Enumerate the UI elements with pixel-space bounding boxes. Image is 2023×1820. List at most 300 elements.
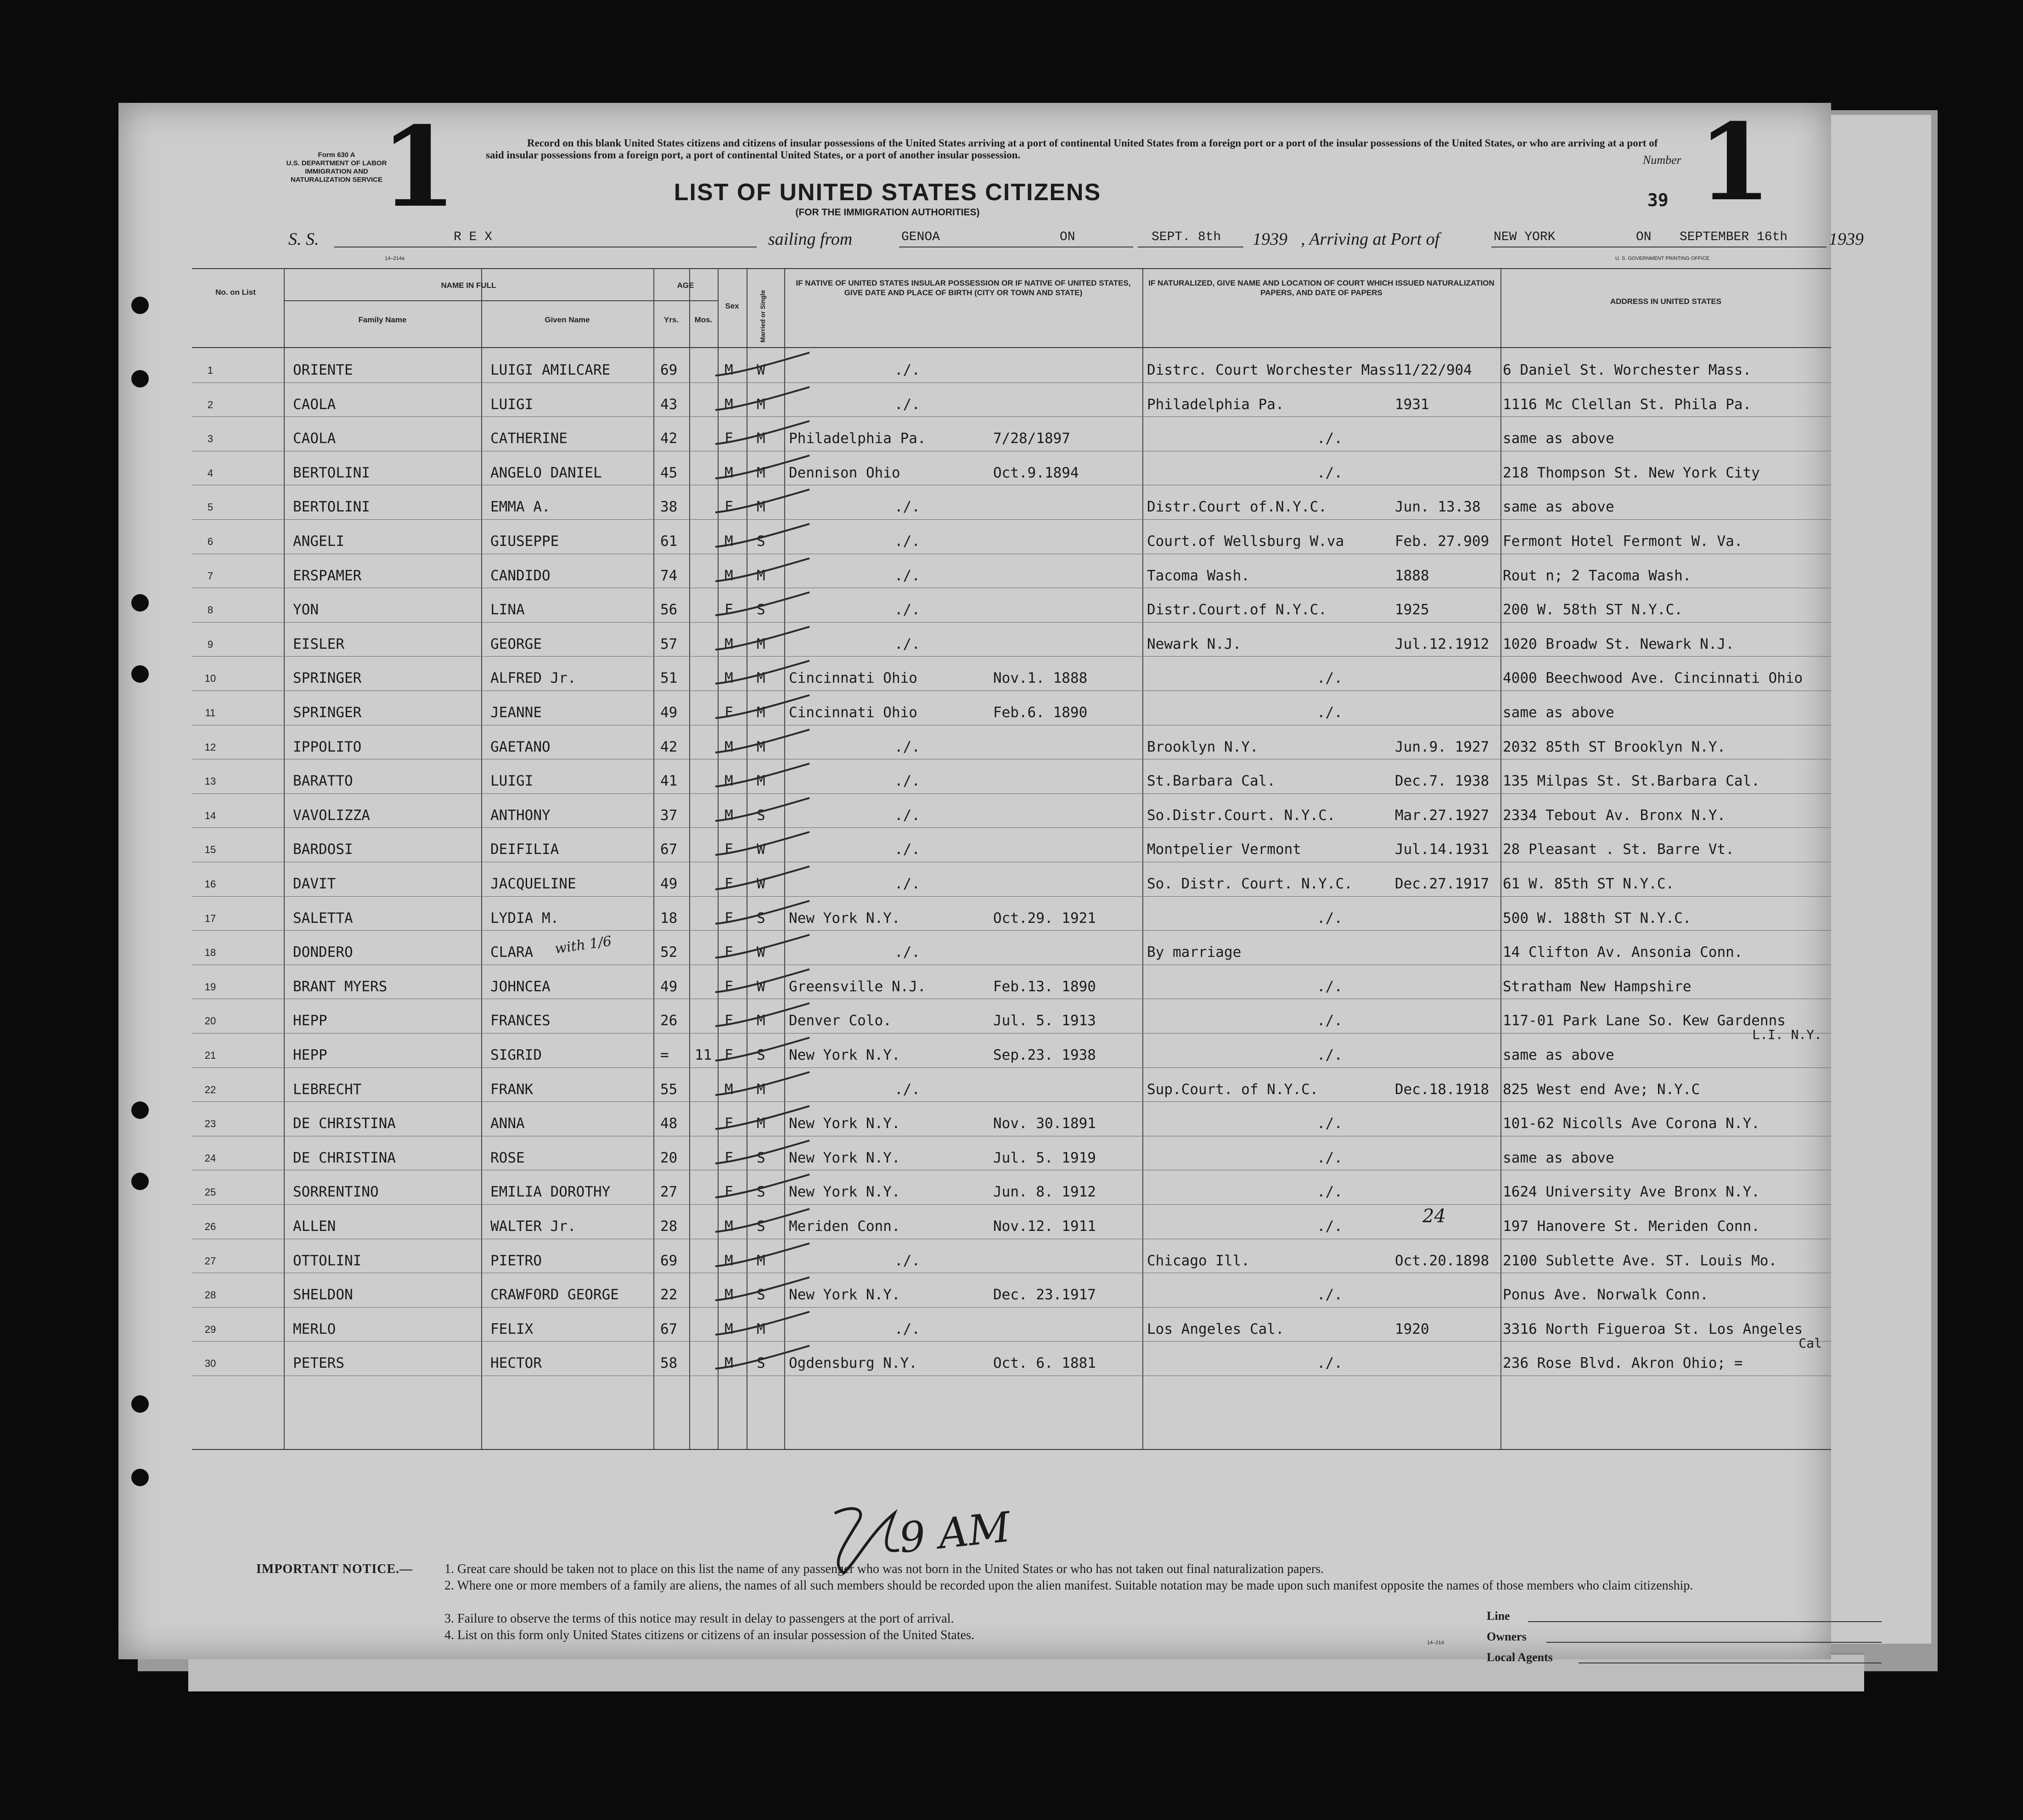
table-row	[192, 793, 1831, 827]
table-row	[192, 1101, 1831, 1135]
cell-family: BARDOSI	[293, 841, 353, 858]
cell-birth-date: ./.	[894, 1252, 920, 1269]
cell-ms: S	[757, 1149, 765, 1166]
cell-ms: M	[757, 738, 765, 755]
cell-family: DONDERO	[293, 944, 353, 961]
manifest-sheet	[118, 101, 1864, 1664]
cell-sex: M	[725, 738, 733, 755]
cell-court: Distr.Court of.N.Y.C.	[1147, 499, 1327, 516]
header-no-on-list: No. on List	[215, 288, 256, 297]
cell-ms: M	[757, 430, 765, 447]
cell-address: 3316 North Figueroa St. Los Angeles	[1503, 1320, 1803, 1337]
cell-family: BERTOLINI	[293, 499, 370, 516]
cell-no: 23	[204, 1118, 216, 1130]
cell-no: 29	[204, 1323, 216, 1335]
cell-yrs: 20	[660, 1149, 678, 1166]
table-row	[192, 1239, 1831, 1273]
header-age-yrs: Yrs.	[663, 315, 679, 324]
cell-birth-place: New York N.Y.	[789, 1115, 900, 1132]
cell-no: 7	[207, 570, 214, 582]
print-code: 14–214a	[385, 256, 405, 261]
departure-port: GENOA	[901, 230, 940, 244]
cell-court: ./.	[1317, 1184, 1343, 1201]
cell-sex: M	[725, 533, 733, 550]
cell-court: ./.	[1317, 1115, 1343, 1132]
table-row	[192, 862, 1831, 896]
cell-family: EISLER	[293, 635, 344, 652]
cell-court-date: Jul.12.1912	[1395, 635, 1489, 652]
service-line: NATURALIZATION SERVICE	[290, 176, 382, 184]
cell-family: PETERS	[293, 1355, 344, 1372]
cell-court: ./.	[1317, 430, 1343, 447]
cell-yrs: 43	[660, 396, 678, 413]
cell-no: 11	[205, 707, 216, 719]
cell-sex: M	[725, 1218, 733, 1235]
cell-yrs: 27	[660, 1184, 678, 1201]
cell-birth-date: ./.	[894, 1081, 920, 1098]
cell-birth-place: New York N.Y.	[789, 1286, 900, 1303]
cell-given: SIGRID	[490, 1047, 542, 1063]
cell-no: 2	[207, 399, 214, 410]
cell-ms: S	[757, 1286, 765, 1303]
cell-birth-date: ./.	[894, 567, 920, 584]
cell-family: BERTOLINI	[293, 464, 370, 481]
cell-sex: M	[725, 1286, 733, 1303]
cell-court: Montpelier Vermont	[1147, 841, 1301, 858]
cell-ms: M	[757, 1012, 765, 1029]
cell-given: LINA	[490, 601, 525, 618]
cell-birth-date: Feb.13. 1890	[993, 978, 1096, 995]
notice-item-3: 3. Failure to observe the terms of this notice may result in delay to passengers at the port of arrival.	[444, 1612, 954, 1626]
cell-birth-date: Dec. 23.1917	[993, 1286, 1096, 1303]
cell-court: By marriage	[1147, 944, 1242, 961]
cell-given: GAETANO	[490, 738, 551, 755]
cell-sex: F	[725, 430, 733, 447]
cell-birth-date: ./.	[894, 499, 920, 516]
cell-yrs: =	[660, 1047, 669, 1063]
cell-address: same as above	[1503, 499, 1614, 516]
punch-hole	[131, 1469, 149, 1486]
table-row	[192, 1136, 1831, 1170]
cell-court: Chicago Ill.	[1147, 1252, 1250, 1269]
cell-birth-place: Denver Colo.	[789, 1012, 892, 1029]
cell-address: 200 W. 58th ST N.Y.C.	[1503, 601, 1683, 618]
cell-ms: M	[757, 1320, 765, 1337]
cell-family: BRANT MYERS	[293, 978, 388, 995]
cell-family: HEPP	[293, 1047, 327, 1063]
cell-ms: S	[757, 533, 765, 550]
notice-title: IMPORTANT NOTICE.—	[256, 1562, 413, 1576]
cell-address: Ponus Ave. Norwalk Conn.	[1503, 1286, 1708, 1303]
table-row	[192, 725, 1831, 759]
cell-no: 24	[204, 1152, 216, 1164]
table-row	[192, 1307, 1831, 1341]
print-code: U. S. GOVERNMENT PRINTING OFFICE	[1615, 256, 1710, 261]
cell-yrs: 55	[660, 1081, 678, 1098]
cell-no: 30	[204, 1358, 216, 1370]
cell-court-date: Dec.7. 1938	[1395, 773, 1489, 790]
cell-no: 15	[204, 844, 216, 856]
cell-address: same as above	[1503, 1047, 1614, 1063]
cell-ms: M	[757, 670, 765, 687]
header-native-birth: IF NATIVE OF UNITED STATES INSULAR POSSESSION OR IF NATIVE OF UNITED STATES, GIVE DATE AND PLACE OF BIRTH (CITY OR TOWN AND STATE)	[796, 279, 1131, 297]
cell-no: 12	[204, 741, 216, 753]
cell-family: ORIENTE	[293, 362, 353, 378]
voyage-line	[288, 225, 1895, 252]
cell-birth-date: Nov. 30.1891	[993, 1115, 1096, 1132]
cell-address: Stratham New Hampshire	[1503, 978, 1691, 995]
cell-court-date: Jul.14.1931	[1395, 841, 1489, 858]
cell-address: 61 W. 85th ST N.Y.C.	[1503, 876, 1675, 892]
header-given-name: Given Name	[545, 315, 590, 324]
cell-yrs: 45	[660, 464, 678, 481]
cell-ms: W	[757, 978, 765, 995]
cell-yrs: 49	[660, 876, 678, 892]
cell-family: ALLEN	[293, 1218, 336, 1235]
cell-family: DE CHRISTINA	[293, 1115, 396, 1132]
passenger-table	[192, 268, 1831, 1563]
cell-yrs: 42	[660, 738, 678, 755]
cell-yrs: 28	[660, 1218, 678, 1235]
form-title: LIST OF UNITED STATES CITIZENS	[674, 179, 1101, 206]
cell-court: So.Distr.Court. N.Y.C.	[1147, 807, 1336, 824]
cell-ms: W	[757, 944, 765, 961]
cell-birth-date: ./.	[894, 601, 920, 618]
cell-court: Philadelphia Pa.	[1147, 396, 1284, 413]
cell-birth-date: ./.	[894, 533, 920, 550]
header-address: ADDRESS IN UNITED STATES	[1610, 297, 1722, 306]
cell-yrs: 56	[660, 601, 678, 618]
cell-ms: M	[757, 704, 765, 721]
cell-yrs: 69	[660, 1252, 678, 1269]
cell-yrs: 22	[660, 1286, 678, 1303]
table-row	[192, 896, 1831, 930]
cell-sex: M	[725, 396, 733, 413]
cell-court: ./.	[1317, 670, 1343, 687]
cell-court-date: Oct.20.1898	[1395, 1252, 1489, 1269]
cell-court-date: 1920	[1395, 1320, 1429, 1337]
cell-sex: M	[725, 1355, 733, 1372]
cell-no: 6	[207, 536, 214, 547]
notice-item-4: 4. List on this form only United States citizens or citizens of an insular possession of the United States.	[444, 1628, 975, 1642]
cell-family: BARATTO	[293, 773, 353, 790]
cell-ms: M	[757, 396, 765, 413]
header-age-mos: Mos.	[694, 315, 713, 324]
table-row	[192, 999, 1831, 1033]
cell-birth-date: ./.	[894, 807, 920, 824]
cell-given: LUIGI	[490, 396, 534, 413]
cell-address: 2032 85th ST Brooklyn N.Y.	[1503, 738, 1726, 755]
cell-family: CAOLA	[293, 430, 336, 447]
print-code: 14–214	[1427, 1640, 1444, 1646]
handwritten-note: with 1/6	[554, 933, 613, 957]
cell-ms: S	[757, 910, 765, 927]
cell-sex: F	[725, 499, 733, 516]
cell-birth-date: ./.	[894, 362, 920, 378]
cell-court-date: Dec.27.1917	[1395, 876, 1489, 892]
cell-sex: M	[725, 362, 733, 378]
cell-no: 19	[204, 981, 216, 993]
table-row	[192, 827, 1831, 861]
cell-ms: M	[757, 773, 765, 790]
cell-birth-place: Philadelphia Pa.	[789, 430, 926, 447]
table-row	[192, 965, 1831, 999]
cell-family: SORRENTINO	[293, 1184, 379, 1201]
cell-given: CANDIDO	[490, 567, 551, 584]
cell-birth-date: Sep.23. 1938	[993, 1047, 1096, 1063]
cell-sex: F	[725, 1012, 733, 1029]
cell-court: Distr.Court.of N.Y.C.	[1147, 601, 1327, 618]
cell-birth-place: New York N.Y.	[789, 1047, 900, 1063]
cell-ms: W	[757, 876, 765, 892]
cell-ms: S	[757, 601, 765, 618]
sailing-from-label: sailing from	[768, 230, 853, 249]
cell-family: SPRINGER	[293, 670, 362, 687]
cell-given: HECTOR	[490, 1355, 542, 1372]
cell-sex: F	[725, 601, 733, 618]
cell-address: 1116 Mc Clellan St. Phila Pa.	[1503, 396, 1752, 413]
cell-family: ERSPAMER	[293, 567, 362, 584]
cell-yrs: 57	[660, 635, 678, 652]
table-row	[192, 485, 1831, 519]
cell-given: CRAWFORD GEORGE	[490, 1286, 619, 1303]
cell-address: 500 W. 188th ST N.Y.C.	[1503, 910, 1691, 927]
cell-sex: M	[725, 670, 733, 687]
cell-family: VAVOLIZZA	[293, 807, 370, 824]
cell-address: Rout n; 2 Tacoma Wash.	[1503, 567, 1691, 584]
departure-date: SEPT. 8th	[1152, 230, 1221, 244]
agent-line-label: Line	[1487, 1609, 1510, 1623]
cell-no: 5	[207, 501, 214, 513]
cell-yrs: 61	[660, 533, 678, 550]
cell-family: LEBRECHT	[293, 1081, 362, 1098]
cell-yrs: 49	[660, 704, 678, 721]
cell-court-date: Mar.27.1927	[1395, 807, 1489, 824]
cell-court-date: Feb. 27.909	[1395, 533, 1489, 550]
arrival-port: NEW YORK	[1494, 230, 1556, 244]
cell-sex: M	[725, 1252, 733, 1269]
punch-hole	[131, 1101, 149, 1119]
cell-given: JEANNE	[490, 704, 542, 721]
cell-yrs: 58	[660, 1355, 678, 1372]
cell-court: ./.	[1317, 1218, 1343, 1235]
punch-hole	[131, 297, 149, 314]
cell-sex: M	[725, 807, 733, 824]
cell-family: OTTOLINI	[293, 1252, 362, 1269]
cell-no: 27	[204, 1255, 216, 1267]
header-age: AGE	[677, 281, 694, 290]
cell-ms: S	[757, 807, 765, 824]
cell-birth-date: ./.	[894, 396, 920, 413]
table-row	[192, 382, 1831, 416]
cell-no: 4	[207, 467, 214, 479]
cell-court: Distrc. Court Worchester Mass.	[1147, 362, 1404, 378]
cell-address: 28 Pleasant . St. Barre Vt.	[1503, 841, 1734, 858]
cell-sex: F	[725, 978, 733, 995]
cell-court: Los Angeles Cal.	[1147, 1320, 1284, 1337]
address-continuation: Cal	[1798, 1335, 1822, 1351]
table-row	[192, 930, 1831, 964]
cell-birth-date: ./.	[894, 841, 920, 858]
cell-address: 1624 University Ave Bronx N.Y.	[1503, 1184, 1760, 1201]
form-number: Form 630 A	[318, 151, 355, 159]
cell-no: 8	[207, 604, 214, 616]
cell-court: ./.	[1317, 1012, 1343, 1029]
cell-birth-place: New York N.Y.	[789, 1184, 900, 1201]
cell-court-date: 1888	[1395, 567, 1429, 584]
cell-yrs: 52	[660, 944, 678, 961]
table-row	[192, 691, 1831, 725]
cell-address: 117-01 Park Lane So. Kew Gardenns	[1503, 1012, 1786, 1029]
header-name-in-full: NAME IN FULL	[441, 281, 496, 290]
form-subtitle: (FOR THE IMMIGRATION AUTHORITIES)	[795, 207, 980, 218]
agent-owners-label: Owners	[1487, 1630, 1527, 1643]
cell-family: DE CHRISTINA	[293, 1149, 396, 1166]
cell-birth-place: Meriden Conn.	[789, 1218, 900, 1235]
cell-birth-place: New York N.Y.	[789, 910, 900, 927]
cell-birth-place: Ogdensburg N.Y.	[789, 1355, 917, 1372]
cell-given: DEIFILIA	[490, 841, 559, 858]
cell-family: CAOLA	[293, 396, 336, 413]
underlying-pages	[1818, 115, 1931, 1644]
cell-ms: M	[757, 635, 765, 652]
punch-hole	[131, 665, 149, 683]
cell-sex: M	[725, 464, 733, 481]
cell-given: GEORGE	[490, 635, 542, 652]
cell-court: St.Barbara Cal.	[1147, 773, 1276, 790]
on-label: ON	[1636, 230, 1652, 244]
arriving-label: , Arriving at Port of	[1301, 230, 1440, 249]
table-row	[192, 348, 1831, 382]
cell-given: ANNA	[490, 1115, 525, 1132]
cell-court: Brooklyn N.Y.	[1147, 738, 1259, 755]
cell-court: Newark N.J.	[1147, 635, 1242, 652]
punch-hole	[131, 370, 149, 388]
cell-family: SALETTA	[293, 910, 353, 927]
cell-sex: F	[725, 1115, 733, 1132]
cell-court-date: 1931	[1395, 396, 1429, 413]
cell-address: same as above	[1503, 704, 1614, 721]
cell-given: EMMA A.	[490, 499, 551, 516]
cell-given: JACQUELINE	[490, 876, 576, 892]
agent-local-label: Local Agents	[1487, 1651, 1553, 1664]
cell-given: ALFRED Jr.	[490, 670, 576, 687]
cell-address: 197 Hanovere St. Meriden Conn.	[1503, 1218, 1760, 1235]
cell-birth-place: Cincinnati Ohio	[789, 670, 917, 687]
cell-sex: F	[725, 1047, 733, 1063]
cell-sex: F	[725, 1184, 733, 1201]
cell-yrs: 48	[660, 1115, 678, 1132]
cell-given: ANTHONY	[490, 807, 551, 824]
number-label: Number	[1643, 153, 1681, 167]
cell-yrs: 37	[660, 807, 678, 824]
cell-birth-date: ./.	[894, 944, 920, 961]
cell-birth-date: Feb.6. 1890	[993, 704, 1088, 721]
service-line: IMMIGRATION AND	[305, 168, 368, 175]
cell-birth-date: Nov.1. 1888	[993, 670, 1088, 687]
cell-court: ./.	[1317, 1355, 1343, 1372]
cell-ms: S	[757, 1184, 765, 1201]
cell-sex: F	[725, 944, 733, 961]
departure-year: 1939	[1253, 230, 1287, 249]
cell-sex: F	[725, 876, 733, 892]
cell-family: SHELDON	[293, 1286, 353, 1303]
cell-given: EMILIA DOROTHY	[490, 1184, 611, 1201]
cell-ms: M	[757, 1081, 765, 1098]
table-row	[192, 554, 1831, 588]
cell-birth-place: New York N.Y.	[789, 1149, 900, 1166]
cell-court-date: Jun. 13.38	[1395, 499, 1481, 516]
cell-family: IPPOLITO	[293, 738, 362, 755]
cell-given: ROSE	[490, 1149, 525, 1166]
cell-birth-date: Jul. 5. 1913	[993, 1012, 1096, 1029]
cell-birth-date: ./.	[894, 876, 920, 892]
header-married-or-single: Married or Single	[759, 290, 766, 343]
table-row	[192, 519, 1831, 553]
cell-birth-place: Cincinnati Ohio	[789, 704, 917, 721]
cell-birth-place: Dennison Ohio	[789, 464, 900, 481]
cell-given: LUIGI	[490, 773, 534, 790]
cell-no: 17	[204, 912, 216, 924]
table-row	[192, 656, 1831, 690]
cell-no: 22	[204, 1084, 216, 1095]
cell-ms: M	[757, 464, 765, 481]
cell-no: 1	[207, 365, 214, 376]
cell-court: ./.	[1317, 464, 1343, 481]
cell-family: MERLO	[293, 1320, 336, 1337]
cell-given: WALTER Jr.	[490, 1218, 576, 1235]
cell-address: 825 West end Ave; N.Y.C	[1503, 1081, 1700, 1098]
cell-birth-date: ./.	[894, 773, 920, 790]
notice-item-1: 1. Great care should be taken not to place on this list the name of any passenger who was not born in the United States or who has not taken out final naturalization papers.	[444, 1562, 1324, 1576]
cell-family: HEPP	[293, 1012, 327, 1029]
cell-address: same as above	[1503, 430, 1614, 447]
cell-birth-date: 7/28/1897	[993, 430, 1070, 447]
cell-sex: M	[725, 1320, 733, 1337]
cell-address: 236 Rose Blvd. Akron Ohio; =	[1503, 1355, 1743, 1372]
sheet-number-right: 1	[1698, 101, 1772, 225]
handwritten-signature: 9 AM	[897, 1503, 1013, 1563]
cell-sex: M	[725, 1081, 733, 1098]
table-row	[192, 1033, 1831, 1067]
cell-court-date: Jun.9. 1927	[1395, 738, 1489, 755]
cell-no: 20	[204, 1015, 216, 1027]
cell-yrs: 18	[660, 910, 678, 927]
handwritten-note: 24	[1422, 1206, 1446, 1227]
cell-address: Fermont Hotel Fermont W. Va.	[1503, 533, 1743, 550]
cell-address: 218 Thompson St. New York City	[1503, 464, 1760, 481]
header-family-name: Family Name	[358, 315, 407, 324]
table-row	[192, 1204, 1831, 1238]
cell-ms: M	[757, 567, 765, 584]
cell-ms: M	[757, 499, 765, 516]
cell-address: 1020 Broadw St. Newark N.J.	[1503, 635, 1734, 652]
cell-given: FRANK	[490, 1081, 534, 1098]
sheet-number-left: 1	[380, 102, 457, 232]
cell-address: 4000 Beechwood Ave. Cincinnati Ohio	[1503, 670, 1803, 687]
cell-ms: M	[757, 1252, 765, 1269]
cell-court-date: Dec.18.1918	[1395, 1081, 1489, 1098]
cell-yrs: 42	[660, 430, 678, 447]
cell-address: 14 Clifton Av. Ansonia Conn.	[1503, 944, 1743, 961]
page-stamp-number: 39	[1647, 190, 1669, 210]
cell-address: 6 Daniel St. Worchester Mass.	[1503, 362, 1752, 378]
cell-given: CLARA	[490, 944, 534, 961]
table-row	[192, 1273, 1831, 1307]
cell-given: LUIGI AMILCARE	[490, 362, 611, 378]
cell-birth-date: ./.	[894, 738, 920, 755]
cell-sex: F	[725, 910, 733, 927]
